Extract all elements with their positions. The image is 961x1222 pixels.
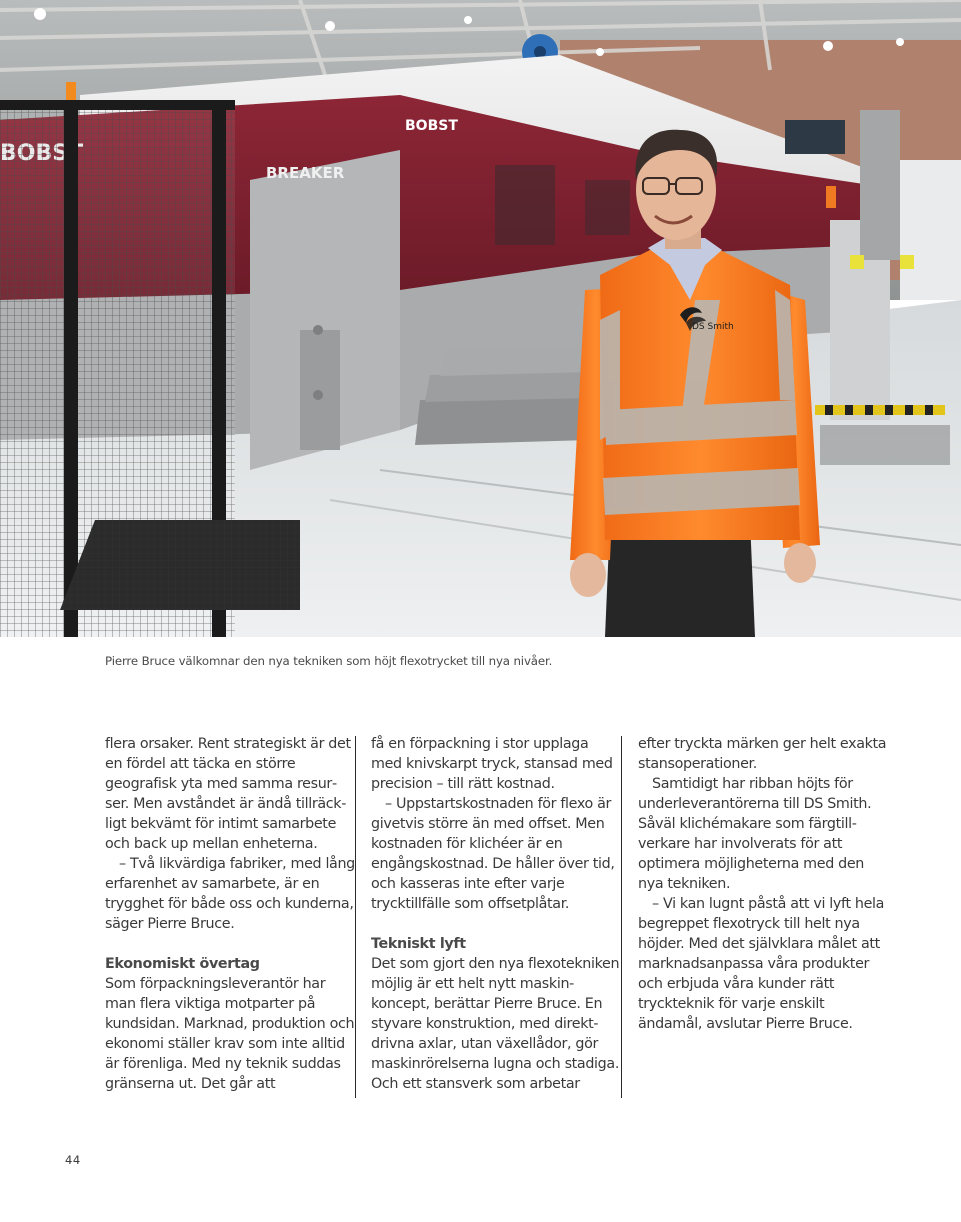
photo-caption: Pierre Bruce välkomnar den nya tekniken som höjt flexotrycket till nya nivåer. — [105, 654, 553, 668]
paragraph: Det som gjort den nya flexotekniken möjlig är ett helt nytt maskinkoncept, berättar Pierre Bruce. En styvare konstruktion, med direktdrivna axlar, utan växellådor, gör maskinrörelserna lugna och stadiga. Och ett stansverk som arbetar — [371, 956, 620, 1092]
ds-smith-logo: DS Smith — [692, 322, 734, 332]
text-column-3 — [638, 734, 888, 1034]
paragraph: flera orsaker. Rent strategiskt är det en fördel att täcka en större geografisk yta med samma resurser. Men avståndet är ändå tillräckligt bekvämt för intimt samarbete och back up mellan enheterna. — [105, 736, 351, 852]
section-heading: Tekniskt lyft — [371, 936, 466, 952]
paragraph: Som förpackningsleverantör har man flera viktiga motparter på kundsidan. Marknad, produktion och ekonomi ställer krav som inte alltid är förenliga. Med ny teknik suddas gränserna ut. Det går att — [105, 976, 355, 1092]
paragraph: efter tryckta märken ger helt exakta stansoperationer. — [638, 736, 887, 772]
paragraph-spacer — [105, 934, 355, 954]
paragraph: – Vi kan lugnt påstå att vi lyft hela begreppet flexotryck till helt nya höjder. Med det självklara målet att marknadsanpassa våra produkter och erbjuda våra kunder rätt tryckteknik för varje enskilt ändamål, avslutar Pierre Bruce. — [638, 896, 885, 1032]
page-number: 44 — [65, 1153, 81, 1167]
breaker-label: BREAKER — [266, 164, 345, 182]
column-divider — [355, 736, 356, 1098]
paragraph-spacer — [371, 914, 621, 934]
column-divider — [621, 736, 622, 1098]
paragraph: få en förpackning i stor upplaga med knivskarpt tryck, stansad med precision – till rätt kostnad. — [371, 736, 613, 792]
paragraph: – Två likvärdiga fabriker, med lång erfarenhet av samarbete, är en trygghet för både oss och kunderna, säger Pierre Bruce. — [105, 856, 355, 932]
text-column-2 — [371, 734, 621, 1094]
bobst-label: BOBST — [405, 118, 458, 134]
paragraph: Samtidigt har ribban höjts för underleverantörerna till DS Smith. Såväl klichémakare som färgtillverkare har involverats för att optimera möjligheterna med den nya tekniken. — [638, 776, 872, 892]
section-heading: Ekonomiskt övertag — [105, 956, 260, 972]
paragraph: – Uppstartskostnaden för flexo är givetvis större än med offset. Men kostnaden för klichéer är en engångskostnad. De håller över tid, och kasseras inte efter varje trycktillfälle som offsetplåtar. — [371, 796, 615, 912]
text-column-1 — [105, 734, 355, 1094]
